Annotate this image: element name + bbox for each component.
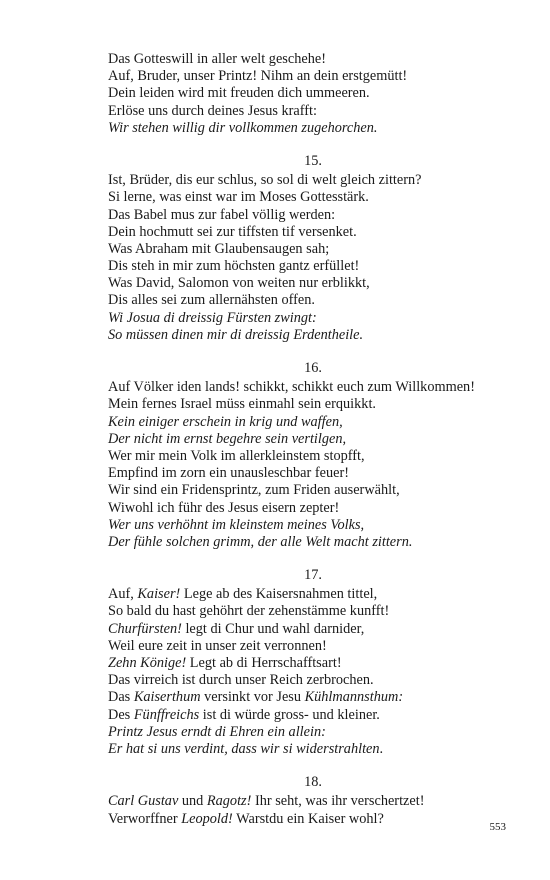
verse-line [108,465,518,482]
text-run: und [178,793,207,810]
verse-line [108,689,518,706]
text-run: Des [108,706,134,723]
verse-line [108,724,518,741]
verse-line [108,811,518,828]
italic-text: Carl Gustav [108,793,179,810]
verse-line [108,120,518,137]
page-number: 553 [489,821,506,833]
italic-text: Wi Josua di dreissig Fürsten zwingt: [108,309,317,326]
italic-text: Kaiserthum [133,689,201,706]
stanza [108,360,518,551]
text-run: Weil eure zeit in unser zeit verronnen! [108,637,327,654]
stanza [108,774,518,828]
verse-line [108,603,518,620]
verse-line [108,292,518,309]
verse-line [108,207,518,224]
verse-line [108,655,518,672]
verse-line [108,85,518,102]
verse-line [108,241,518,258]
text-run: Das virreich ist durch unser Reich zerbrochen. [108,672,374,689]
poem-text [108,51,518,844]
verse-line [108,638,518,655]
italic-text: Kein einiger erschein in krig und waffen, [108,413,343,430]
text-run: Dein hochmutt sei zur tiffsten tif versenket. [108,223,357,240]
text-run: versinkt vor Jesu [200,689,305,706]
stanza [108,153,518,344]
stanza [108,51,518,137]
text-run: Wiwohl ich führ des Jesus eisern zepter! [108,499,340,516]
italic-text: Der fühle solchen grimm, der alle Welt macht zittern. [108,533,413,550]
text-run: Auf Völker iden lands! schikkt, schikkt euch zum Willkommen! [108,379,475,396]
italic-text: Leopold! [181,810,233,827]
italic-text: Kühlmannsthum: [304,689,404,706]
italic-text: Churfürsten! [108,620,182,637]
stanza-number: 17. [304,567,322,584]
italic-text: Kaiser! [137,586,181,603]
stanza-number: 15. [304,152,322,169]
verse-line [108,621,518,638]
text-run: Wir sind ein Fridensprintz, zum Friden auserwählt, [108,482,400,499]
verse-line [108,68,518,85]
verse-line [108,482,518,499]
verse-line [108,224,518,241]
text-run: Auf, Bruder, unser Printz! Nihm an dein erstgemütt! [108,68,408,85]
verse-line [108,379,518,396]
text-run: Ist, Brüder, dis eur schlus, so sol di welt gleich zittern? [108,172,422,189]
stanza-number: 18. [304,774,322,791]
verse-line [108,707,518,724]
italic-text: Ragotz! [206,793,252,810]
text-run: ist di würde gross- und kleiner. [199,706,380,723]
verse-line [108,431,518,448]
italic-text: So müssen dinen mir di dreissig Erdentheile. [108,326,364,343]
text-run: Si lerne, was einst war im Moses Gottesstärk. [108,189,369,206]
text-run: Das Babel mus zur fabel völlig werden: [108,206,336,223]
verse-line [108,51,518,68]
verse-line [108,448,518,465]
text-run: Dis alles sei zum allernähsten offen. [108,292,315,309]
italic-text: Der nicht im ernst begehre sein vertilgen, [108,430,347,447]
verse-line [108,793,518,810]
verse-line [108,327,518,344]
italic-text: Wir stehen willig dir vollkommen zugehorchen. [108,119,378,136]
text-run: Das Gotteswill in aller welt geschehe! [108,51,326,67]
text-run: Lege ab des Kaisersnahmen tittel, [180,586,378,603]
text-run: Empfind im zorn ein unausleschbar feuer! [108,465,349,482]
verse-line [108,672,518,689]
verse-line [108,258,518,275]
text-run: Das [108,689,134,706]
italic-text: Fünffreichs [133,706,200,723]
text-run: . [379,740,384,757]
stanza [108,567,518,758]
text-run: Legt ab di Herrschafftsart! [186,655,342,671]
verse-line [108,534,518,551]
text-run: Dis steh in mir zum höchsten gantz erfüllet! [108,258,360,275]
text-run: So bald du hast gehöhrt der zehenstämme kunfft! [108,603,390,620]
stanza-number: 16. [304,360,322,376]
text-run: Dein leiden wird mit freuden dich ummeeren. [108,85,370,102]
italic-text: Zehn Könige! [108,655,187,671]
verse-line [108,310,518,327]
text-run: Verworffner [108,810,182,827]
text-run: Erlöse uns durch deines Jesus krafft: [108,102,317,119]
text-run: Auf, [108,586,138,603]
text-run: Was Abraham mit Glaubensaugen sah; [108,240,330,257]
verse-line [108,275,518,292]
italic-text: Wer uns verhöhnt im kleinstem meines Volks, [108,516,365,533]
verse-line [108,396,518,413]
text-run: Ihr seht, was ihr verschertzet! [251,793,425,810]
text-run: legt di Chur und wahl darnider, [181,620,365,637]
italic-text: Er hat si uns verdint, dass wir si widerstrahlten [108,740,380,757]
verse-line [108,586,518,603]
text-run: Was David, Salomon von weiten nur erblikkt, [108,275,370,292]
verse-line [108,741,518,758]
verse-line [108,189,518,206]
verse-line [108,103,518,120]
text-run: Mein fernes Israel müss einmahl sein erquikkt. [108,396,376,413]
verse-line [108,517,518,534]
text-run: Wer mir mein Volk im allerkleinstem stopfft, [108,447,365,464]
verse-line [108,414,518,431]
text-run: Warstdu ein Kaiser wohl? [232,810,384,827]
italic-text: Printz Jesus erndt di Ehren ein allein: [108,723,326,740]
verse-line [108,500,518,517]
verse-line [108,172,518,189]
